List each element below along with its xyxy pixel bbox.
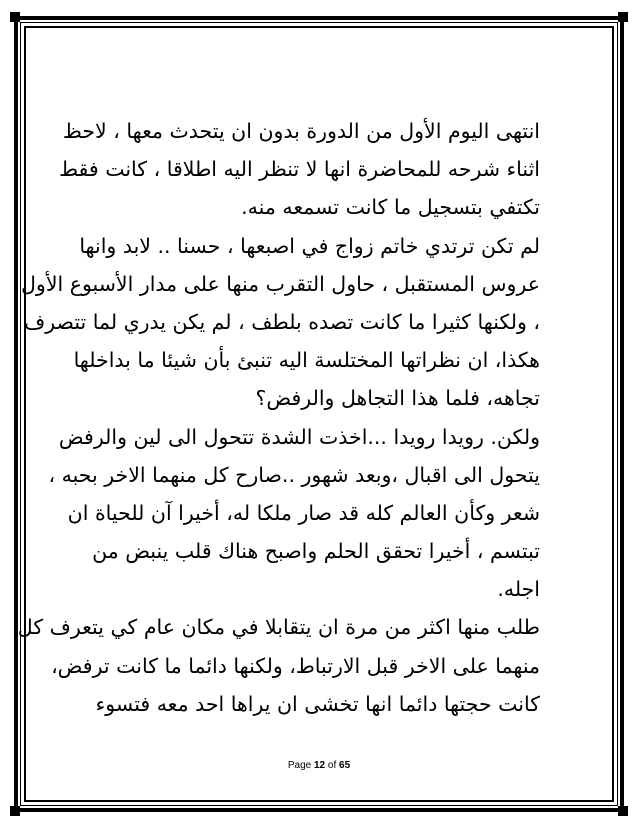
total-pages-number: 65 xyxy=(339,760,351,771)
page-label: Page xyxy=(287,760,314,771)
text-line: شعر وكأن العالم كله قد صار ملكا له، أخيرا آن للحياة ان xyxy=(67,500,540,525)
page-of-label: of xyxy=(325,760,340,771)
text-line: منهما على الاخر قبل الارتباط، ولكنها دائما ما كانت ترفض، xyxy=(51,653,540,678)
current-page-number: 12 xyxy=(313,760,326,771)
text-line: طلب منها اكثر من مرة ان يتقابلا في مكان عام كي يتعرف كل xyxy=(17,615,540,640)
text-line: تبتسم ، أخيرا تحقق الحلم واصبح هناك قلب ينبض من xyxy=(92,539,540,564)
text-line: اجله. xyxy=(497,577,540,602)
page-number-footer xyxy=(0,760,638,771)
text-line: ، ولكنها كثيرا ما كانت تصده بلطف ، لم يكن يدري لما تتصرف xyxy=(23,309,540,334)
text-line: اثناء شرحه للمحاضرة انها لا تنظر اليه اطلاقا ، كانت فقط xyxy=(59,157,540,182)
text-line: يتحول الى اقبال ،وبعد شهور ..صارح كل منهما الاخر بحبه ، xyxy=(48,462,540,487)
text-line: لم تكن ترتدي خاتم زواج في اصبعها ، حسنا .. لابد وانها xyxy=(79,233,540,258)
text-line: ولكن. رويدا رويدا ...اخذت الشدة تتحول الى لين والرفض xyxy=(58,424,540,449)
text-line: انتهى اليوم الأول من الدورة بدون ان يتحدث معها ، لاحظ xyxy=(62,119,540,143)
text-line: تجاهه، فلما هذا التجاهل والرفض؟ xyxy=(255,386,540,411)
text-line: هكذا، ان نظراتها المختلسة اليه تنبئ بأن شيئا ما بداخلها xyxy=(73,348,540,373)
text-line: تكتفي بتسجيل ما كانت تسمعه منه. xyxy=(241,195,540,220)
story-text xyxy=(17,112,540,723)
text-line: كانت حجتها دائما انها تخشى ان يراها احد معه فتسوء xyxy=(95,691,540,716)
text-line: عروس المستقبل ، حاول التقرب منها على مدار الأسبوع الأول xyxy=(21,271,540,296)
